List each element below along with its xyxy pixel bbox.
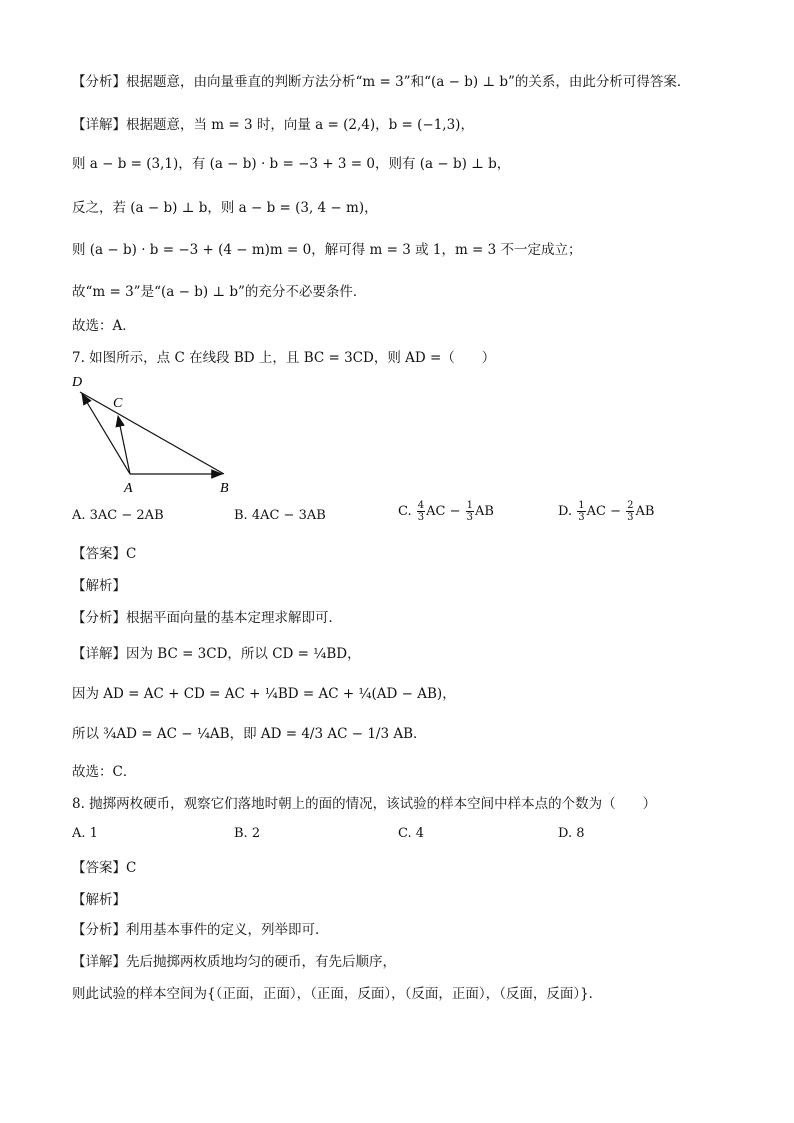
vector-ad: [82, 394, 130, 474]
vector-ac: [118, 416, 130, 474]
q7-option-b[interactable]: B. 4AC − 3AB: [234, 508, 326, 523]
q7-detail-1: 【详解】因为 BC = 3CD，所以 CD = ¼BD，: [72, 646, 361, 662]
q7-option-c[interactable]: C. $\frac{4}{3}$ AC − $\frac{1}{3}$ AB: [398, 500, 494, 523]
q6-detail-2: 则 a − b = (3,1)，有 (a − b) · b = −3 + 3 = 0，则有 (a − b) ⊥ b，: [72, 156, 511, 172]
label-a: A: [124, 481, 133, 496]
q6-detail-4: 则 (a − b) · b = −3 + (4 − m)m = 0，解可得 m = 3 或 1，m = 3 不一定成立；: [72, 242, 582, 258]
label-c: C: [113, 396, 123, 411]
q6-detail-3: 反之，若 (a − b) ⊥ b，则 a − b = (3, 4 − m)，: [72, 200, 378, 216]
segment-db: [80, 392, 224, 474]
q7-option-d[interactable]: D. $\frac{1}{3}$ AC − $\frac{2}{3}$ AB: [558, 500, 655, 523]
q8-option-a[interactable]: A. 1: [72, 826, 98, 841]
q8-option-d[interactable]: D. 8: [558, 826, 585, 841]
q7-answer-choice: 故选：C．: [72, 764, 137, 780]
label-b: B: [220, 481, 229, 496]
q7-solution-label: 【解析】: [72, 578, 126, 594]
q7-detail-2: 因为 AD = AC + CD = AC + ¼BD = AC + ¼(AD − AB)，: [72, 686, 456, 702]
q6-analysis: 【分析】根据题意，由向量垂直的判断方法分析“m = 3”和“(a − b) ⊥ b”的关系，由此分析可得答案．: [72, 74, 691, 90]
q6-answer-choice: 故选：A．: [72, 318, 136, 334]
q8-analysis: 【分析】利用基本事件的定义，列举即可．: [72, 922, 329, 938]
q7-answer: 【答案】C: [72, 546, 137, 562]
q8-stem: 8. 抛掷两枚硬币，观察它们落地时朝上的面的情况，该试验的样本空间中样本点的个数为（ ）: [72, 796, 657, 812]
triangle-figure: [68, 372, 248, 497]
q8-detail-2: 则此试验的样本空间为{（正面，正面），（正面，反面），（反面，正面），（反面，反面）}．: [72, 986, 603, 1002]
label-d: D: [72, 375, 83, 390]
q7-stem: 7. 如图所示，点 C 在线段 BD 上，且 BC = 3CD，则 AD =（ ）: [72, 350, 496, 366]
q8-answer: 【答案】C: [72, 860, 137, 876]
q8-solution-label: 【解析】: [72, 892, 126, 908]
q8-option-c[interactable]: C. 4: [398, 826, 425, 841]
q6-detail-1: 【详解】根据题意，当 m = 3 时，向量 a = (2,4)，b = (−1,3)，: [72, 117, 474, 133]
q8-detail-1: 【详解】先后抛掷两枚质地均匀的硬币，有先后顺序，: [72, 954, 396, 970]
q7-option-a[interactable]: A. 3AC − 2AB: [72, 508, 164, 523]
q7-detail-3: 所以 ¾AD = AC − ¼AB，即 AD = 4/3 AC − 1/3 AB．: [72, 726, 427, 742]
q8-option-b[interactable]: B. 2: [234, 826, 261, 841]
q6-conclusion: 故“m = 3”是“(a − b) ⊥ b”的充分不必要条件．: [72, 284, 367, 300]
q7-analysis: 【分析】根据平面向量的基本定理求解即可．: [72, 610, 342, 626]
